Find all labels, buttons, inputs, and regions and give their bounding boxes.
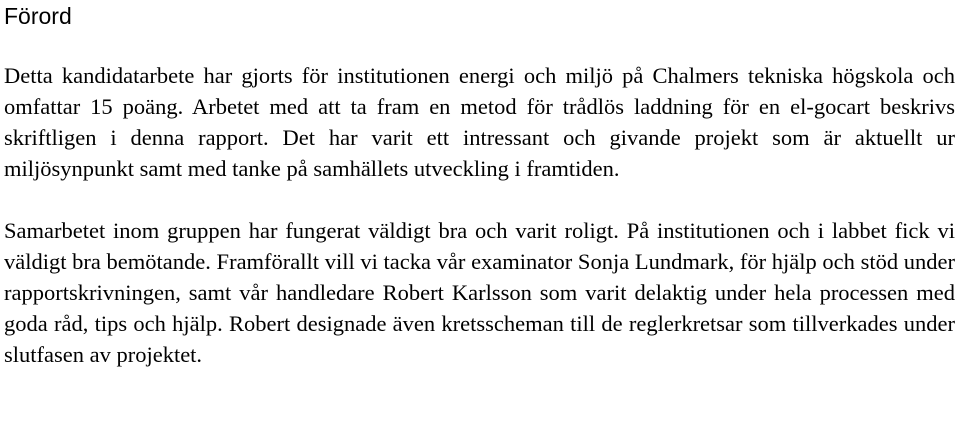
- document-page: [4, 0, 955, 370]
- page-title: Förord: [4, 3, 72, 29]
- paragraph-acknowledgements: Samarbetet inom gruppen har fungerat väldigt bra och varit roligt. På institutionen och i labbet fick vi väldigt bra bemötande. Framförallt vill vi tacka vår examinator Sonja Lundmark, för hjälp och stöd under rapportskrivningen, samt vår handledare Robert Karlsson som varit delaktig under hela processen med goda råd, tips och hjälp. Robert designade även kretsscheman till de reglerkretsar som tillverkades under slutfasen av projektet.: [4, 218, 955, 367]
- paragraph-intro: Detta kandidatarbete har gjorts för institutionen energi och miljö på Chalmers tekniska högskola och omfattar 15 poäng. Arbetet med att ta fram en metod för trådlös laddning för en el-gocart beskrivs skriftligen i denna rapport. Det har varit ett intressant och givande projekt som är aktuellt ur miljösynpunkt samt med tanke på samhällets utveckling i framtiden.: [4, 63, 955, 181]
